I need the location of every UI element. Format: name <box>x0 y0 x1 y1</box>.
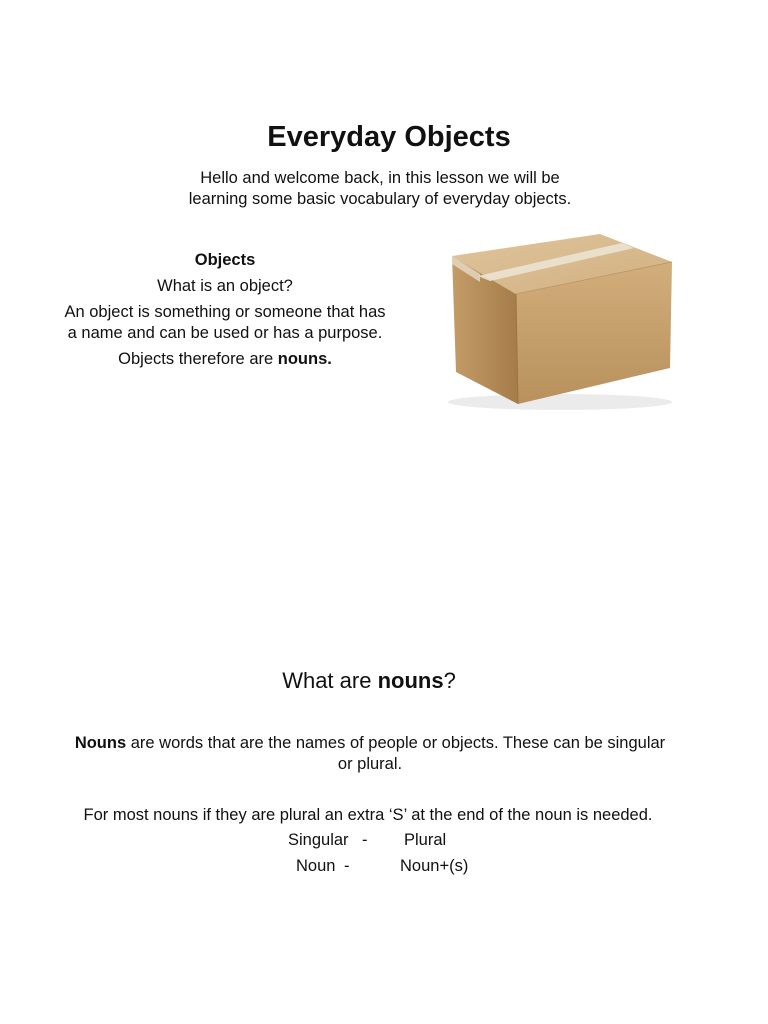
intro-line-1: Hello and welcome back, in this lesson we will be <box>200 169 560 187</box>
nouns-definition-text: are words that are the names of people or objects. These can be singular or plural. <box>126 734 666 773</box>
singular-plural-example-row <box>0 856 768 878</box>
intro-line-2: learning some basic vocabulary of everyday objects. <box>188 190 572 208</box>
nouns-definition <box>70 733 670 775</box>
page-title: Everyday Objects <box>267 121 511 153</box>
objects-definition: An object is something or someone that has a name and can be used or has a purpose. <box>64 303 386 342</box>
noun-plural-example: Noun+(s) <box>400 857 469 875</box>
objects-heading: Objects <box>194 251 256 269</box>
dash-separator: - <box>344 857 350 875</box>
plural-rule: For most nouns if they are plural an extra ‘S’ at the end of the noun is needed. <box>83 806 653 824</box>
objects-conclusion-bold: nouns. <box>277 350 332 368</box>
nouns-title-prefix: What are <box>282 668 378 693</box>
intro-paragraph <box>160 168 600 210</box>
cardboard-box-icon <box>440 226 685 411</box>
plural-label: Plural <box>404 831 447 849</box>
singular-label: Singular <box>288 831 349 849</box>
nouns-title-bold: nouns <box>377 668 444 693</box>
objects-conclusion-text: Objects therefore are <box>118 350 278 368</box>
objects-section <box>60 250 390 370</box>
nouns-title <box>0 666 738 696</box>
singular-plural-header-row <box>0 830 768 852</box>
objects-conclusion <box>60 349 390 370</box>
objects-question: What is an object? <box>157 277 293 295</box>
noun-singular-example: Noun <box>296 857 336 875</box>
dash-separator: - <box>362 831 368 849</box>
nouns-definition-bold: Nouns <box>74 734 127 752</box>
nouns-title-suffix: ? <box>443 668 456 693</box>
